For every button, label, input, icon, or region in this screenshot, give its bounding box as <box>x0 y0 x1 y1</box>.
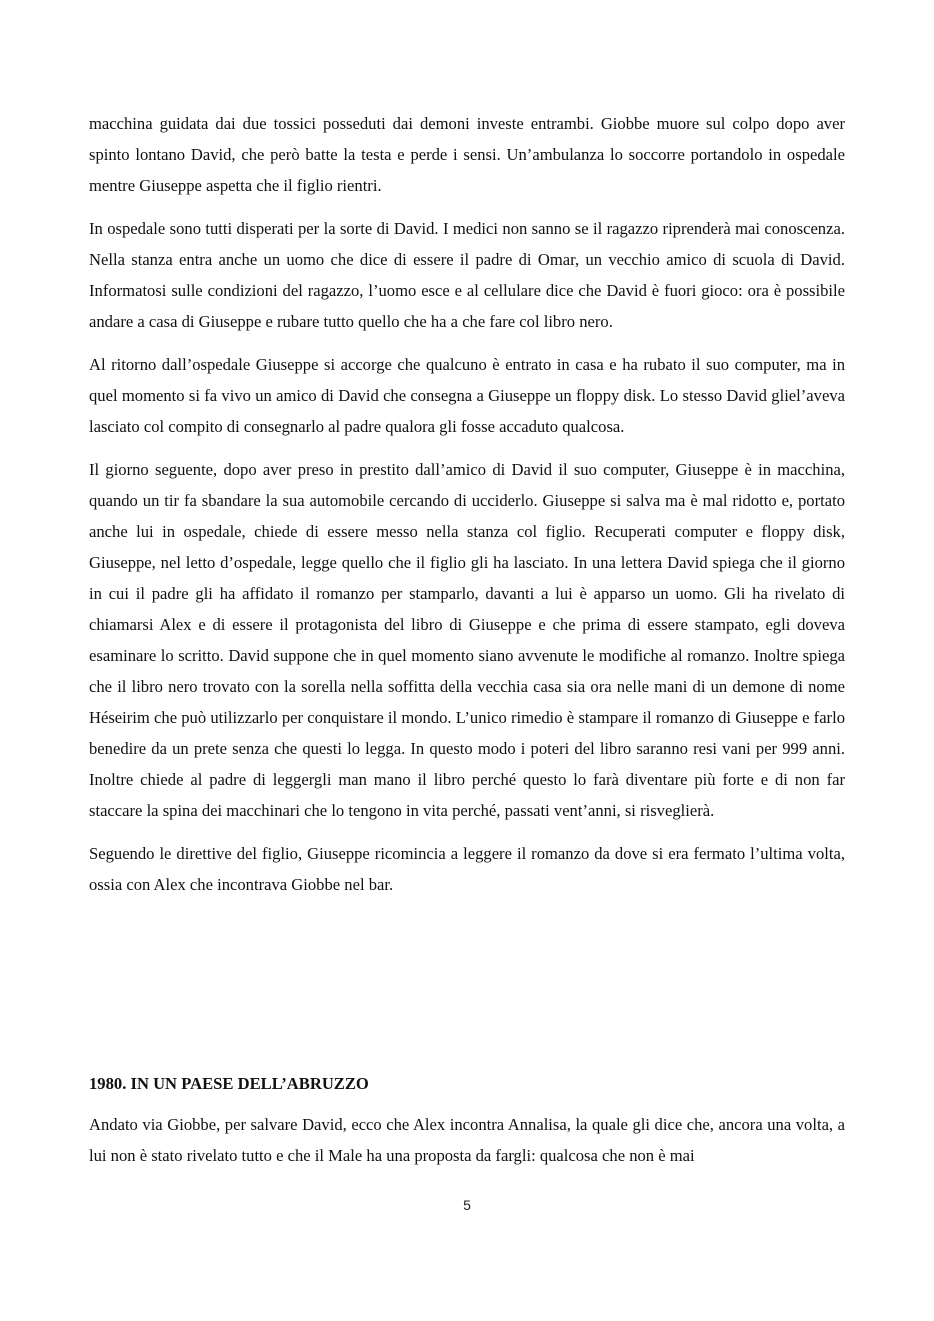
paragraph: Andato via Giobbe, per salvare David, ecco che Alex incontra Annalisa, la quale gli dice che, ancora una volta, a lui non è stato rivelato tutto e che il Male ha una proposta da fargli: qualcosa che non è mai <box>89 1115 845 1165</box>
paragraph: Il giorno seguente, dopo aver preso in prestito dall’amico di David il suo computer, Giuseppe è in macchina, quando un tir fa sbandare la sua automobile cercando di ucciderlo. Giuseppe si salva ma è mal ridotto e, portato anche lui in ospedale, chiede di essere messo nella stanza col figlio. Recuperati computer e floppy disk, Giuseppe, nel letto d’ospedale, legge quello che il figlio gli ha lasciato. In una lettera David spiega che il giorno in cui il padre gli ha affidato il romanzo per stamparlo, davanti a lui è apparso un uomo. Gli ha rivelato di chiamarsi Alex e di essere il protagonista del libro di Giuseppe e che prima di essere stampato, egli doveva esaminare lo scritto. David suppone che in quel momento siano avvenute le modifiche al romanzo. Inoltre spiega che il libro nero trovato con la sorella nella soffitta della vecchia casa sia ora nelle mani di un demone di nome Héseirim che può utilizzarlo per conquistare il mondo. L’unico rimedio è stampare il romanzo di Giuseppe e farlo benedire da un prete senza che questi lo legga. In questo modo i poteri del libro saranno resi vani per 999 anni. Inoltre chiede al padre di leggergli man mano il libro perché questo lo farà diventare più forte e di non far staccare la spina dei macchinari che lo tengono in vita perché, passati vent’anni, si risveglierà. <box>89 460 845 820</box>
paragraph: In ospedale sono tutti disperati per la sorte di David. I medici non sanno se il ragazzo riprenderà mai conoscenza. Nella stanza entra anche un uomo che dice di essere il padre di Omar, un vecchio amico di scuola di David. Informatosi sulle condizioni del ragazzo, l’uomo esce e al cellulare dice che David è fuori gioco: ora è possibile andare a casa di Giuseppe e rubare tutto quello che ha a che fare col libro nero. <box>89 219 845 331</box>
body-text <box>89 108 845 912</box>
section-body-text <box>89 1109 845 1183</box>
paragraph: Seguendo le direttive del figlio, Giuseppe ricomincia a leggere il romanzo da dove si era fermato l’ultima volta, ossia con Alex che incontrava Giobbe nel bar. <box>89 844 845 894</box>
page-number: 5 <box>463 1197 471 1213</box>
section-heading: 1980. IN UN PAESE DELL’ABRUZZO <box>89 1074 369 1093</box>
paragraph: macchina guidata dai due tossici posseduti dai demoni investe entrambi. Giobbe muore sul colpo dopo aver spinto lontano David, che però batte la testa e perde i sensi. Un’ambulanza lo soccorre portandolo in ospedale mentre Giuseppe aspetta che il figlio rientri. <box>89 114 845 195</box>
paragraph: Al ritorno dall’ospedale Giuseppe si accorge che qualcuno è entrato in casa e ha rubato il suo computer, ma in quel momento si fa vivo un amico di David che consegna a Giuseppe un floppy disk. Lo stesso David gliel’aveva lasciato col compito di consegnarlo al padre qualora gli fosse accaduto qualcosa. <box>89 355 845 436</box>
